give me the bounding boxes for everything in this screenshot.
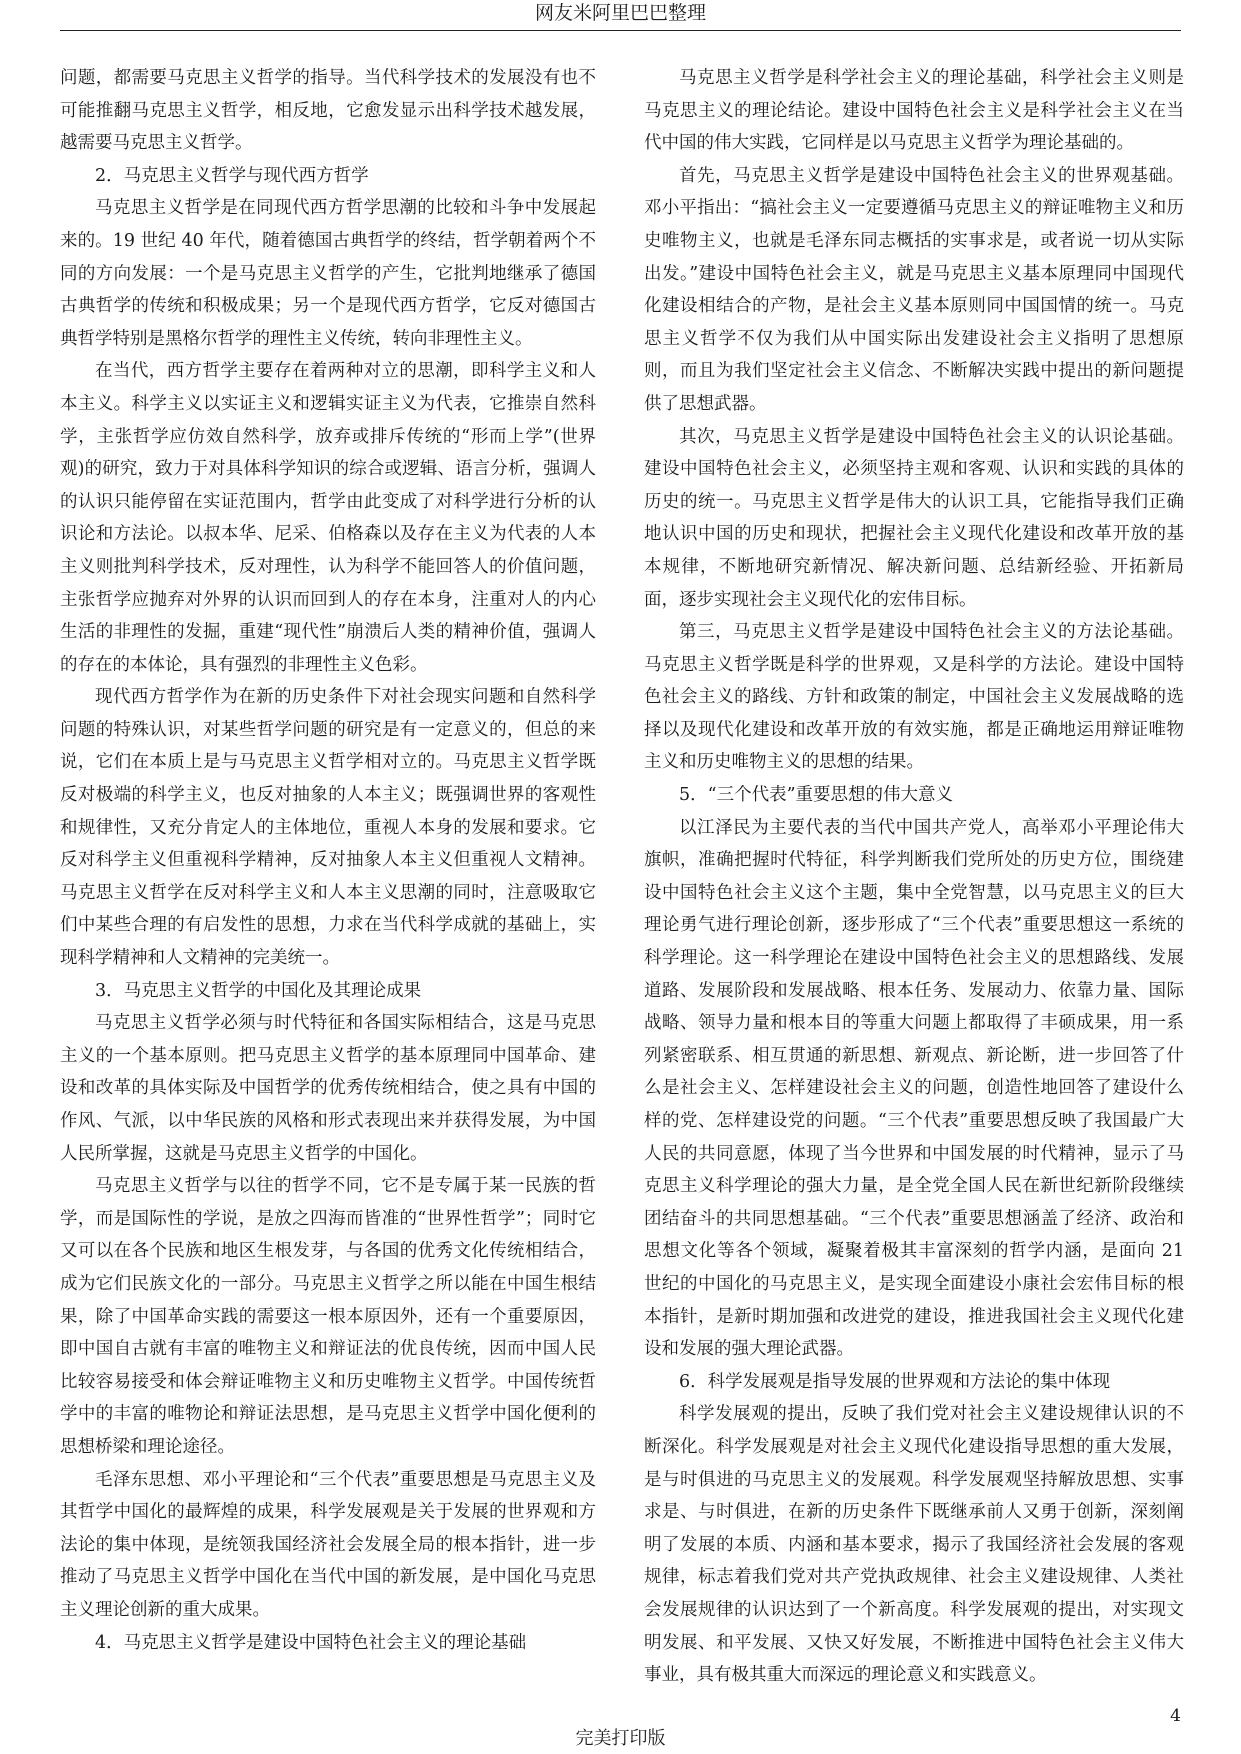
section-heading: 2．马克思主义哲学与现代西方哲学 [95,165,369,186]
paragraph: 现代西方哲学作为在新的历史条件下对社会现实问题和自然科学问题的特殊认识，对某些哲学问题的研究是有一定意义的，但总的来说，它们在本质上是与马克思主义哲学相对立的。马克思主义哲学既反对极端的科学主义，也反对抽象的人本主义；既强调世界的客观性和规律性，又充分肯定人的主体地位，重视人本身的发展和要求。它反对科学主义但重视科学精神，反对抽象人本主义但重视人文精神。马克思主义哲学在反对科学主义和人本主义思潮的同时，注意吸取它们中某些合理的有启发性的思想，力求在当代科学成就的基础上，实现科学精神和人文精神的完美统一。 [60,687,596,969]
paragraph: 以江泽民为主要代表的当代中国共产党人，高举邓小平理论伟大旗帜，准确把握时代特征，科学判断我们党所处的历史方位，围绕建设中国特色社会主义这个主题，集中全党智慧，以马克思主义的巨大理论勇气进行理论创新，逐步形成了“三个代表”重要思想这一系统的科学理论。这一科学理论在建设中国特色社会主义的思想路线、发展道路、发展阶段和发展战略、根本任务、发展动力、依靠力量、国际战略、领导力量和根本目的等重大问题上都取得了丰硕成果，用一系列紧密联系、相互贯通的新思想、新观点、新论断，进一步回答了什么是社会主义、怎样建设社会主义的问题，创造性地回答了建设什么样的党、怎样建设党的问题。“三个代表”重要思想反映了我国最广大人民的共同意愿，体现了当今世界和中国发展的时代精神，显示了马克思主义科学理论的强大力量，是全党全国人民在新世纪新阶段继续团结奋斗的共同思想基础。“三个代表”重要思想涵盖了经济、政治和思想文化等各个领域，凝聚着极其丰富深刻的哲学内涵，是面向 21 世纪的中国化的马克思主义，是实现全面建设小康社会宏伟目标的根本指针，是新时期加强和改进党的建设，推进我国社会主义现代化建设和发展的强大理论武器。 [644,817,1184,1360]
page-header: 网友米阿里巴巴整理 [60,0,1181,31]
left-column [60,62,596,1659]
page-number: 4 [1170,1706,1181,1726]
paragraph: 问题，都需要马克思主义哲学的指导。当代科学技术的发展没有也不可能推翻马克思主义哲学，相反地，它愈发显示出科学技术越发展，越需要马克思主义哲学。 [60,68,596,154]
paragraph: 第三，马克思主义哲学是建设中国特色社会主义的方法论基础。马克思主义哲学既是科学的世界观，又是科学的方法论。建设中国特色社会主义的路线、方针和政策的制定，中国社会主义发展战略的选择以及现代化建设和改革开放的有效实施，都是正确地运用辩证唯物主义和历史唯物主义的思想的结果。 [644,622,1184,773]
paragraph: 马克思主义哲学与以往的哲学不同，它不是专属于某一民族的哲学，而是国际性的学说，是放之四海而皆准的“世界性哲学”；同时它又可以在各个民族和地区生根发芽，与各国的优秀文化传统相结合，成为它们民族文化的一部分。马克思主义哲学之所以能在中国生根结果，除了中国革命实践的需要这一根本原因外，还有一个重要原因，即中国自古就有丰富的唯物主义和辩证法的优良传统，因而中国人民比较容易接受和体会辩证唯物主义和历史唯物主义哲学。中国传统哲学中的丰富的唯物论和辩证法思想，是马克思主义哲学中国化便利的思想桥梁和理论途径。 [60,1176,596,1457]
paragraph: 毛泽东思想、邓小平理论和“三个代表”重要思想是马克思主义及其哲学中国化的最辉煌的成果，科学发展观是关于发展的世界观和方法论的集中体现，是统领我国经济社会发展全局的根本指针，进一步推动了马克思主义哲学中国化在当代中国的新发展，是中国化马克思主义理论创新的重大成果。 [60,1469,596,1620]
paragraph: 科学发展观的提出，反映了我们党对社会主义建设规律认识的不断深化。科学发展观是对社会主义现代化建设指导思想的重大发展，是与时俱进的马克思主义的发展观。科学发展观坚持解放思想、实事求是、与时俱进，在新的历史条件下既继承前人又勇于创新，深刻阐明了发展的本质、内涵和基本要求，揭示了我国经济社会发展的客观规律，标志着我们党对共产党执政规律、社会主义建设规律、人类社会发展规律的认识达到了一个新高度。科学发展观的提出，对实现文明发展、和平发展、又快又好发展，不断推进中国特色社会主义伟大事业，具有极其重大而深远的理论意义和实践意义。 [644,1404,1184,1686]
paragraph: 马克思主义哲学是在同现代西方哲学思潮的比较和斗争中发展起来的。19 世纪 40 年代，随着德国古典哲学的终结，哲学朝着两个不同的方向发展：一个是马克思主义哲学的产生，它批判地继承了德国古典哲学的传统和积极成果；另一个是现代西方哲学，它反对德国古典哲学特别是黑格尔哲学的理性主义传统，转向非理性主义。 [60,198,596,349]
paragraph: 马克思主义哲学必须与时代特征和各国实际相结合，这是马克思主义的一个基本原则。把马克思主义哲学的基本原理同中国革命、建设和改革的具体实际及中国哲学的优秀传统相结合，使之具有中国的作风、气派，以中华民族的风格和形式表现出来并获得发展，为中国人民所掌握，这就是马克思主义哲学的中国化。 [60,1013,596,1164]
right-column [644,62,1184,1692]
section-heading: 4．马克思主义哲学是建设中国特色社会主义的理论基础 [95,1632,527,1653]
section-heading: 6．科学发展观是指导发展的世界观和方法论的集中体现 [679,1371,1111,1392]
paragraph: 其次，马克思主义哲学是建设中国特色社会主义的认识论基础。建设中国特色社会主义，必须坚持主观和客观、认识和实践的具体的历史的统一。马克思主义哲学是伟大的认识工具，它能指导我们正确地认识中国的历史和现状，把握社会主义现代化建设和改革开放的基本规律，不断地研究新情况、解决新问题、总结新经验、开拓新局面，逐步实现社会主义现代化的宏伟目标。 [644,426,1184,610]
section-heading: 5．“三个代表”重要思想的伟大意义 [679,785,954,806]
paragraph: 在当代，西方哲学主要存在着两种对立的思潮，即科学主义和人本主义。科学主义以实证主义和逻辑实证主义为代表，它推崇自然科学，主张哲学应仿效自然科学，放弃或排斥传统的“形而上学”(世界观)的研究，致力于对具体科学知识的综合或逻辑、语言分析，强调人的认识只能停留在实证范围内，哲学由此变成了对科学进行分析的认识论和方法论。以叔本华、尼采、伯格森以及存在主义为代表的人本主义则批判科学技术，反对理性，认为科学不能回答人的价值问题，主张哲学应抛弃对外界的认识而回到人的存在本身，注重对人的内心生活的非理性的发掘，重建“现代性”崩溃后人类的精神价值，强调人的存在的本体论，具有强烈的非理性主义色彩。 [60,361,596,675]
page-footer: 完美打印版 [575,1728,666,1749]
paragraph: 马克思主义哲学是科学社会主义的理论基础，科学社会主义则是马克思主义的理论结论。建设中国特色社会主义是科学社会主义在当代中国的伟大实践，它同样是以马克思主义哲学为理论基础的。 [644,68,1184,154]
paragraph: 首先，马克思主义哲学是建设中国特色社会主义的世界观基础。邓小平指出：“搞社会主义一定要遵循马克思主义的辩证唯物主义和历史唯物主义，也就是毛泽东同志概括的实事求是，或者说一切从实际出发。”建设中国特色社会主义，就是马克思主义基本原理同中国现代化建设相结合的产物，是社会主义基本原则同中国国情的统一。马克思主义哲学不仅为我们从中国实际出发建设社会主义指明了思想原则，而且为我们坚定社会主义信念、不断解决实践中提出的新问题提供了思想武器。 [644,165,1184,414]
section-heading: 3．马克思主义哲学的中国化及其理论成果 [95,980,422,1001]
